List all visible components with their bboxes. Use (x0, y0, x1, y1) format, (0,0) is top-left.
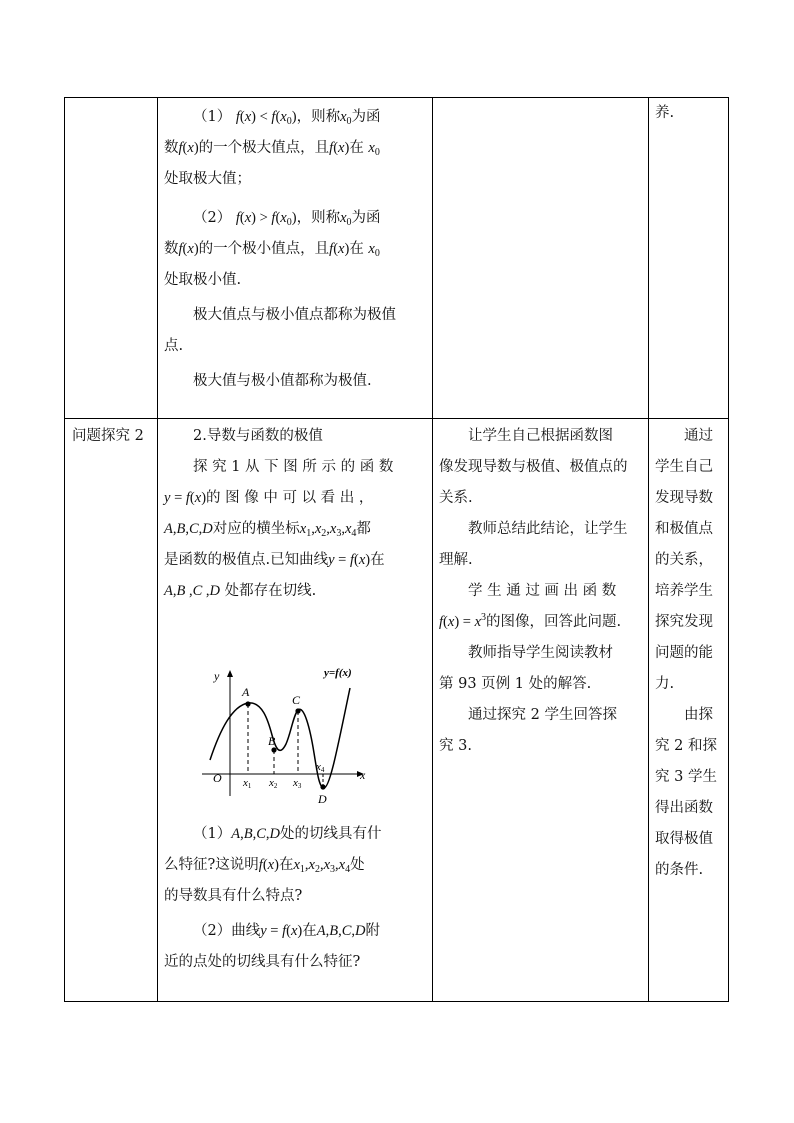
q1-line1: （1）A,B,C,D处的切线具有什 (193, 826, 382, 842)
function-curve (210, 688, 350, 788)
case2-line2: 数f(x)的一个极小值点，且f(x)在 $x_0$ (164, 241, 380, 259)
purpose-line14: 取得极值 (655, 831, 713, 847)
point-c-dot (295, 708, 300, 713)
explore1-line1: 探 究 1 从 下 图 所 示 的 函 数 (193, 459, 394, 475)
purpose-line7: 探究发现 (655, 614, 713, 630)
tick-x4: x4 (316, 761, 325, 774)
y-axis-label: y (214, 669, 220, 683)
row1-purpose-cell (655, 98, 723, 129)
y-axis-arrow (227, 670, 233, 677)
point-a-label: A (242, 685, 250, 699)
case2-label: （2） (193, 210, 232, 226)
case2-line1: （2） $f(x) > f(x_0)$，则称$x_0$为函 (193, 210, 381, 228)
point-d-label: D (318, 792, 327, 806)
col-rule-1 (157, 97, 158, 1002)
point-c-label: C (292, 693, 301, 707)
point-d-dot (320, 784, 325, 789)
purpose-line9: 力. (655, 676, 675, 692)
tick-x1: x1 (243, 777, 252, 790)
activity-1-line2: 像发现导数与极值、极值点的 (439, 459, 628, 475)
purpose-line3: 发现导数 (655, 490, 713, 506)
table-top-border (64, 97, 729, 98)
case1-line2: 数f(x)的一个极大值点，且f(x)在 $x_0$ (164, 140, 380, 158)
activity-2-line2: 理解. (439, 552, 473, 568)
point-a-dot (245, 701, 250, 706)
activity-3-line1: 学 生 通 过 画 出 函 数 (468, 583, 617, 599)
activity-4-line1: 教师指导学生阅读教材 (468, 645, 613, 661)
point-b-dot (271, 747, 276, 752)
explore1-line2: y = f(x)的 图 像 中 可 以 看 出 ， (164, 490, 374, 506)
explore1-line5: A,B ,C ,D 处都存在切线. (164, 583, 317, 599)
activity-5-line1: 通过探究 2 学生回答探 (468, 707, 617, 723)
q1-line2: 么特征?这说明f(x)在$x_1,x_2,x_3,x_4$处 (164, 857, 365, 875)
section-heading: 2.导数与函数的极值 (193, 428, 323, 444)
col-rule-right (728, 97, 729, 1002)
activity-1-line1: 让学生自己根据函数图 (468, 428, 613, 444)
tick-x3: x3 (293, 777, 302, 790)
extreme-point-line2: 点. (164, 338, 184, 354)
col-rule-3 (648, 97, 649, 1002)
purpose-line10: 由探 (684, 707, 713, 723)
purpose-line6: 培养学生 (655, 583, 713, 599)
purpose-line2: 学生自己 (655, 459, 713, 475)
purpose-line11: 究 2 和探 (655, 738, 717, 754)
purpose-line1: 通过 (684, 428, 713, 444)
tick-x2: x2 (269, 777, 278, 790)
row1-content-cell (164, 102, 426, 397)
curve-label: y=f(x) (324, 667, 352, 679)
x-axis-label: x (360, 768, 366, 782)
explore1-line3: A,B,C,D对应的横坐标$x_1,x_2,x_3,x_4$都 (164, 521, 371, 539)
activity-1-line3: 关系. (439, 490, 473, 506)
purpose-line13: 得出函数 (655, 800, 713, 816)
col-rule-left (64, 97, 65, 1002)
point-b-label: B (268, 734, 276, 748)
purpose-line4: 和极值点 (655, 521, 713, 537)
table-bottom-border (64, 1001, 729, 1002)
purpose-line5: 的关系， (655, 552, 713, 568)
activity-5-line2: 究 3. (439, 738, 472, 754)
row2-content-cell (164, 421, 426, 607)
case1-line3: 处取极大值； (164, 171, 251, 187)
case1-line1: （1） $f(x) < f(x_0)$，则称$x_0$为函 (193, 109, 381, 127)
purpose-line15: 的条件. (655, 862, 704, 878)
q1-line3: 的导数具有什么特点? (164, 888, 303, 904)
col-rule-2 (432, 97, 433, 1002)
row2-label-cell (72, 421, 156, 452)
row2-label: 问题探究 2 (72, 428, 144, 444)
purpose-line12: 究 3 学生 (655, 769, 717, 785)
case2-line3: 处取极小值. (164, 272, 242, 288)
extreme-value-line: 极大值与极小值都称为极值. (193, 373, 372, 389)
q2-line1: （2）曲线y = f(x)在A,B,C,D附 (193, 923, 381, 939)
case1-label: （1） (193, 109, 232, 125)
function-graph (200, 660, 370, 810)
row1-purpose-text: 养. (655, 105, 675, 121)
activity-3-line2: $f(x) = x^3$的图像，回答此问题. (439, 612, 622, 630)
origin-label: O (213, 771, 222, 785)
purpose-line8: 问题的能 (655, 645, 713, 661)
explore1-line4: 是函数的极值点.已知曲线y = f(x)在 (164, 552, 385, 568)
row2-purpose-cell (655, 421, 725, 886)
row2-questions (164, 819, 426, 978)
row-divider (64, 418, 729, 419)
q2-line2: 近的点处的切线具有什么特征? (164, 954, 361, 970)
activity-4-line2: 第 93 页例 1 处的解答. (439, 676, 592, 692)
row2-activity-cell (439, 421, 644, 762)
activity-2-line1: 教师总结此结论，让学生 (468, 521, 628, 537)
extreme-point-line1: 极大值点与极小值点都称为极值 (193, 307, 396, 323)
